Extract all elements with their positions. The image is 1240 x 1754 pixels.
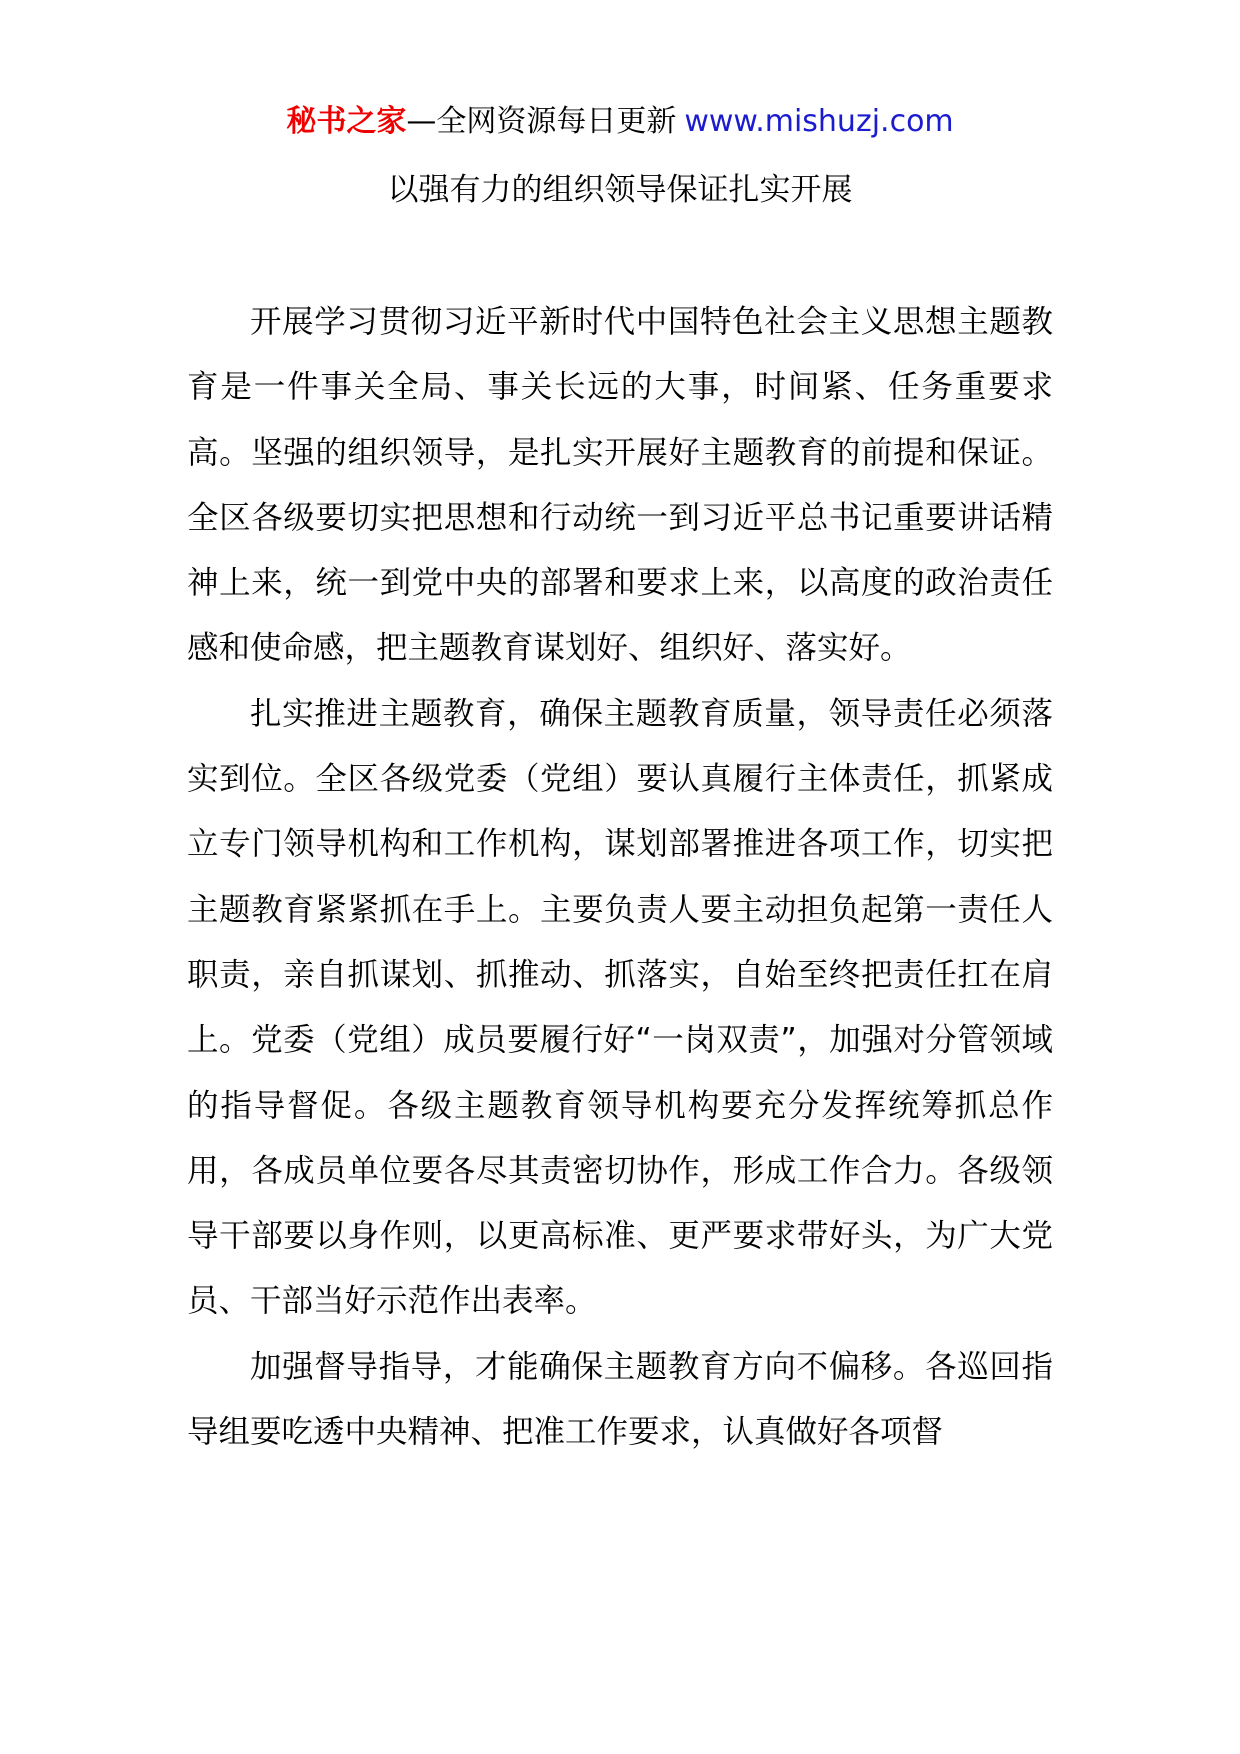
paragraph-2: 扎实推进主题教育，确保主题教育质量，领导责任必须落实到位。全区各级党委（党组）要认真履行主体责任，抓紧成立专门领导机构和工作机构，谋划部署推进各项工作，切实把主题教育紧紧抓在手上。主要负责人要主动担负起第一责任人职责，亲自抓谋划、抓推动、抓落实，自始至终把责任扛在肩上。党委（党组）成员要履行好“一岗双责”，加强对分管领域的指导督促。各级主题教育领导机构要充分发挥统筹抓总作用，各成员单位要各尽其责密切协作，形成工作合力。各级领导干部要以身作则，以更高标准、更严要求带好头，为广大党员、干部当好示范作出表率。: [187, 695, 1053, 1320]
paragraph-3: 加强督导指导，才能确保主题教育方向不偏移。各巡回指导组要吃透中央精神、把准工作要求，认真做好各项督: [187, 1348, 1053, 1451]
brand-name: 秘书之家: [286, 104, 407, 139]
site-url-link[interactable]: www.mishuzj.com: [684, 104, 954, 139]
site-header: [0, 100, 1240, 144]
paragraph-1: 开展学习贯彻习近平新时代中国特色社会主义思想主题教育是一件事关全局、事关长远的大事，时间紧、任务重要求高。坚强的组织领导，是扎实开展好主题教育的前提和保证。全区各级要切实把思想和行动统一到习近平总书记重要讲话精神上来，统一到党中央的部署和要求上来，以高度的政治责任感和使命感，把主题教育谋划好、组织好、落实好。: [187, 304, 1053, 667]
document-body: [187, 290, 1053, 1465]
document-title: 以强有力的组织领导保证扎实开展: [387, 172, 853, 208]
header-tagline: —全网资源每日更新: [406, 104, 677, 139]
